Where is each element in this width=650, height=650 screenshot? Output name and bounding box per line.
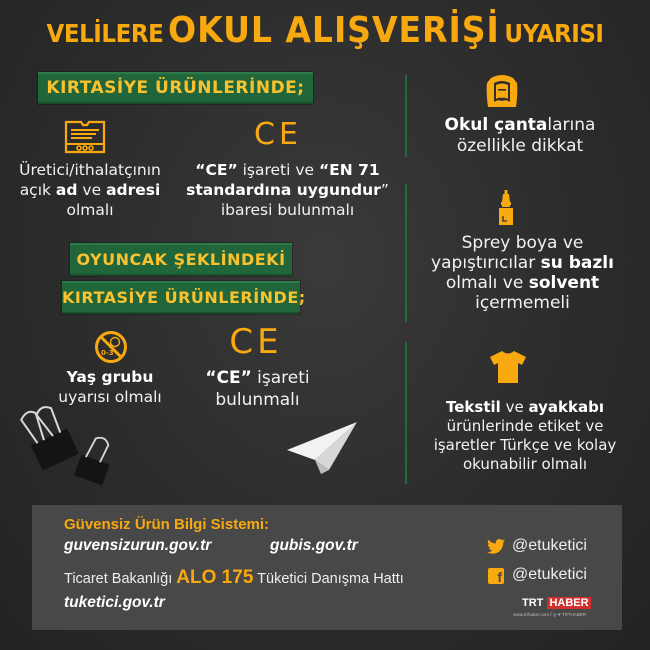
ce-en71-text bbox=[180, 160, 395, 220]
text-line: işaretler Türkçe ve kolay bbox=[433, 436, 617, 454]
page-title bbox=[26, 10, 624, 51]
trt-haber-logo bbox=[522, 597, 591, 609]
footer-heading: Güvensiz Ürün Bilgi Sistemi: bbox=[64, 516, 270, 533]
text-line: uyarısı olmalı bbox=[58, 388, 162, 406]
ce-mark-text bbox=[195, 367, 320, 411]
spray-bottle-icon bbox=[498, 190, 514, 226]
section2-banner-line1: OYUNCAK ŞEKLİNDEKİ bbox=[70, 243, 292, 276]
divider-line bbox=[405, 75, 407, 157]
text-line: Okul çantalarına bbox=[444, 115, 596, 135]
twitter-icon bbox=[487, 539, 505, 554]
twitter-handle[interactable]: @etuketici bbox=[512, 537, 587, 554]
text-line: okunabilir olmalı bbox=[462, 455, 588, 473]
spray-text bbox=[410, 233, 635, 313]
section1-banner: KIRTASİYE ÜRÜNLERİNDE; bbox=[38, 72, 313, 104]
trt-text: TRT bbox=[522, 597, 544, 609]
text-line: bulunmalı bbox=[215, 390, 300, 410]
title-part-2: OKUL ALIŞVERİŞİ bbox=[167, 10, 500, 51]
age-restriction-icon bbox=[94, 330, 128, 364]
manufacturer-info-text bbox=[0, 160, 180, 220]
text-line: Sprey boya ve bbox=[461, 233, 584, 253]
text-line: Üretici/ithalatçının bbox=[19, 161, 161, 179]
divider-line bbox=[405, 184, 407, 322]
text-line: Yaş grubu bbox=[66, 368, 154, 386]
textile-text bbox=[410, 398, 640, 474]
text-line: “CE” işareti ve “EN 71 bbox=[195, 161, 380, 179]
text-line: özellikle dikkat bbox=[456, 136, 584, 156]
text-line: açık ad ve adresi bbox=[19, 181, 161, 199]
haber-text: HABER bbox=[549, 597, 589, 609]
hotline-text: Ticaret Bakanlığı ALO 175 Tüketici Danışma Hattı bbox=[64, 567, 404, 588]
ce-mark-icon: CE bbox=[229, 322, 283, 362]
text-line: olmalı bbox=[66, 201, 114, 219]
title-part-1: VELİLERE bbox=[46, 19, 164, 48]
facebook-handle[interactable]: @etuketici bbox=[512, 566, 587, 583]
link-tuketici[interactable]: tuketici.gov.tr bbox=[64, 594, 165, 611]
paper-plane-illustration bbox=[285, 420, 360, 475]
text-line: olmalı ve solvent bbox=[445, 273, 600, 293]
title-part-3: UYARISI bbox=[504, 19, 604, 48]
link-gubis[interactable]: gubis.gov.tr bbox=[270, 537, 358, 554]
trt-haber-subtext: www.trthaber.com f ◎ ♥ TRTHABER bbox=[513, 612, 586, 617]
divider-line bbox=[405, 342, 407, 484]
text-line: Tekstil ve ayakkabı bbox=[446, 398, 604, 416]
ce-mark-icon: CE bbox=[254, 117, 302, 152]
backpack-text bbox=[420, 115, 620, 157]
section2-banner-line2: KIRTASİYE ÜRÜNLERİNDE; bbox=[62, 281, 300, 314]
text-line: ürünlerinde etiket ve bbox=[446, 417, 604, 435]
hotline-number: ALO 175 bbox=[176, 567, 254, 588]
text-line: içermemeli bbox=[475, 293, 570, 313]
facebook-icon: f bbox=[488, 568, 504, 584]
backpack-icon bbox=[485, 73, 519, 109]
binder-clips-illustration bbox=[15, 400, 115, 495]
link-guvensizurun[interactable]: guvensizurun.gov.tr bbox=[64, 537, 212, 554]
tshirt-icon bbox=[489, 350, 527, 384]
label-tag-icon bbox=[64, 120, 106, 154]
text-line: “CE” işareti bbox=[205, 368, 310, 388]
text-line: ibaresi bulunmalı bbox=[220, 201, 355, 219]
text-line: standardına uygundur” bbox=[186, 181, 389, 199]
svg-text:0-3: 0-3 bbox=[101, 349, 114, 357]
text-line: yapıştırıcılar su bazlı bbox=[431, 253, 614, 273]
